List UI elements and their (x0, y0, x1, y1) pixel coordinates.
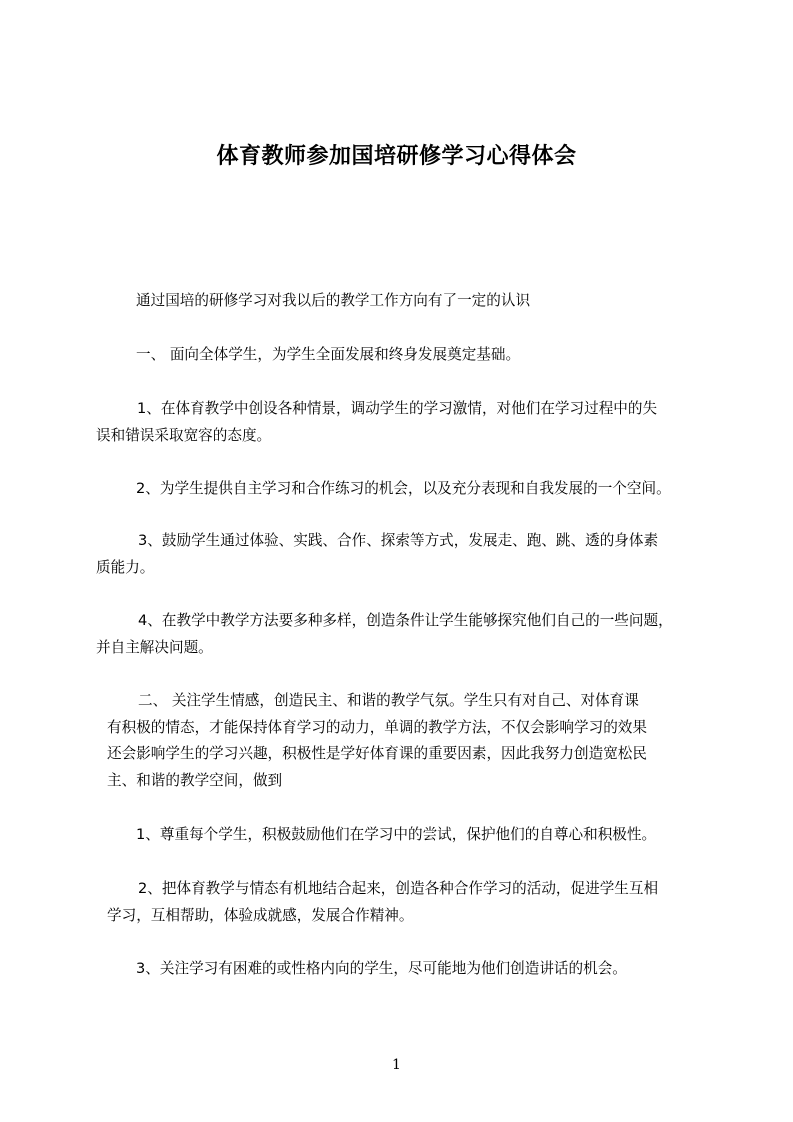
section-2-item-2-line-1: 2、把体育教学与情态有机地结合起来，创造各种合作学习的活动，促进学生互相 (138, 880, 659, 897)
page-title: 体育教师参加国培研修学习心得体会 (216, 144, 577, 169)
section-2-item-1: 1、尊重每个学生，积极鼓励他们在学习中的尝试，保护他们的自尊心和积极性。 (136, 826, 657, 843)
intro-paragraph: 通过国培的研修学习对我以后的教学工作方向有了一定的认识 (136, 292, 531, 309)
section-2-heading-line-2: 有积极的情态，才能保持体育学习的动力，单调的教学方法，不仅会影响学习的效果 (107, 719, 647, 736)
page-number: 1 (392, 1057, 401, 1073)
section-2-heading-line-4: 主、和谐的教学空间，做到 (107, 772, 283, 789)
section-1-heading: 一、 面向全体学生，为学生全面发展和终身发展奠定基础。 (136, 346, 521, 363)
section-1-item-4-line-1: 4、在教学中教学方法要多种多样，创造条件让学生能够探究他们自己的一些问题， (138, 612, 673, 629)
section-1-item-3-line-1: 3、鼓励学生通过体验、实践、合作、探索等方式，发展走、跑、跳、透的身体素 (138, 532, 659, 549)
section-2-heading-line-1: 二、 关注学生情感，创造民主、和谐的教学气氛。学生只有对自己、对体育课 (138, 692, 639, 709)
section-1-item-1-line-1: 1、在体育教学中创设各种情景，调动学生的学习激情，对他们在学习过程中的失 (137, 400, 658, 417)
section-1-item-3-line-2: 质能力。 (96, 559, 155, 576)
section-1-item-2: 2、为学生提供自主学习和合作练习的机会，以及充分表现和自我发展的一个空间。 (136, 480, 671, 497)
section-2-heading-line-3: 还会影响学生的学习兴趣，积极性是学好体育课的重要因素，因此我努力创造宽松民 (107, 745, 647, 762)
section-2-item-3: 3、关注学习有困难的或性格内向的学生，尽可能地为他们创造讲话的机会。 (136, 960, 627, 977)
section-1-item-1-line-2: 误和错误采取宽容的态度。 (96, 427, 272, 444)
section-1-item-4-line-2: 并自主解决问题。 (96, 639, 213, 656)
section-2-item-2-line-2: 学习，互相帮助，体验成就感，发展合作精神。 (107, 907, 414, 924)
